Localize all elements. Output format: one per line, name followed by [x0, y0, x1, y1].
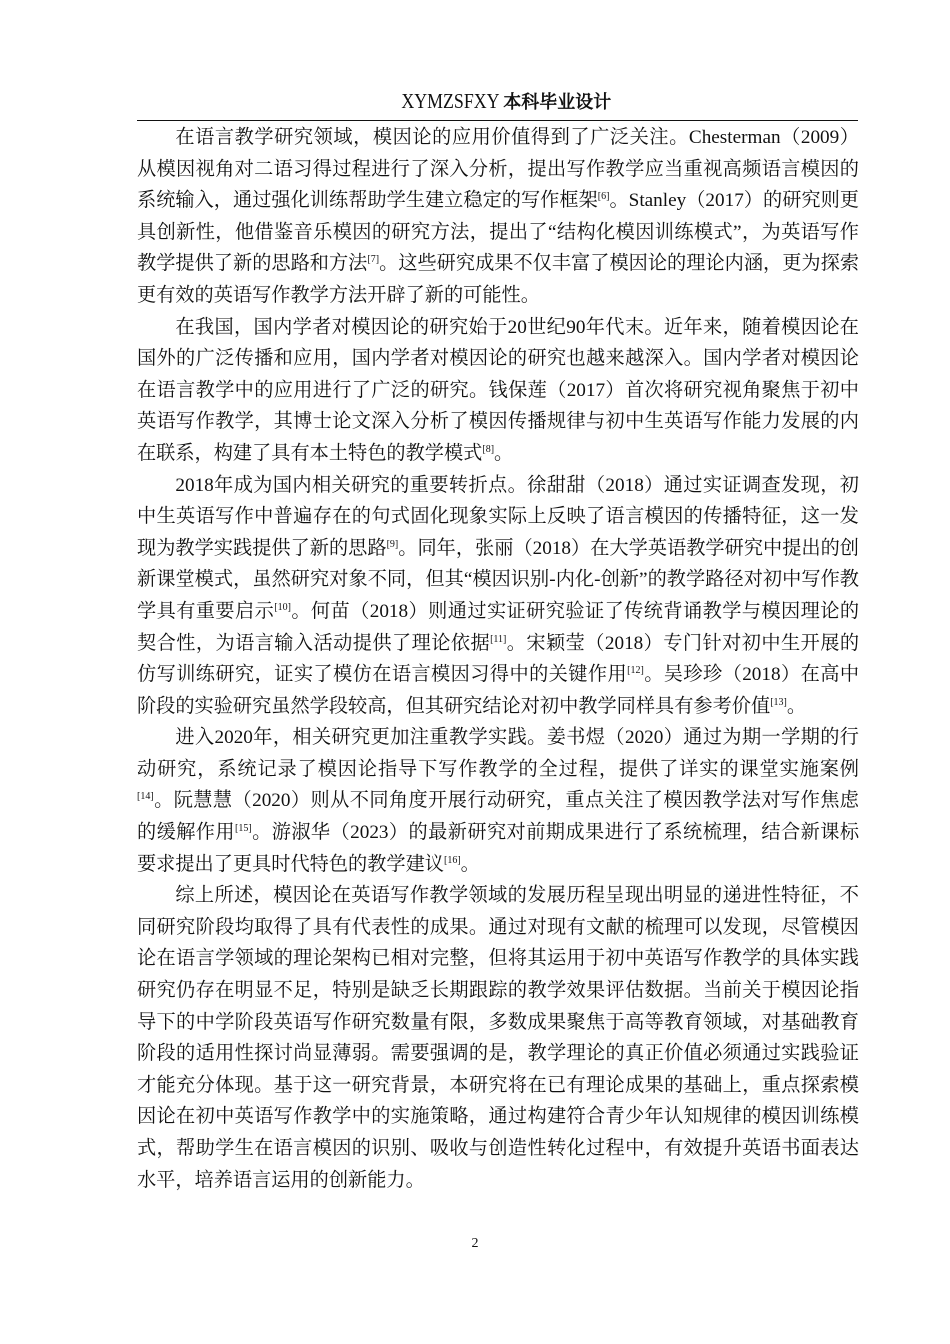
paragraph-2: 在我国，国内学者对模因论的研究始于20世纪90年代末。近年来，随着模因论在国外的广泛传播和应用，国内学者对模因论的研究也越来越深入。国内学者对模因论在语言教学中的应用进行了广泛的研究。钱保莲（2017）首次将研究视角聚焦于初中英语写作教学，其博士论文深入分析了模因传播规律与初中生英语写作能力发展的内在联系，构建了具有本土特色的教学模式[8]。 [137, 316, 859, 464]
citation-marker: [13] [770, 696, 787, 708]
header-school-code: XYMZSFXY [401, 89, 500, 113]
citation-marker: [12] [627, 665, 644, 677]
document-body [137, 122, 859, 1196]
paragraph-3: 2018年成为国内相关研究的重要转折点。徐甜甜（2018）通过实证调查发现，初中生英语写作中普遍存在的句式固化现象实际上反映了语言模因的传播特征，这一发现为教学实践提供了新的思路[9]。同年，张丽（2018）在大学英语教学研究中提出的创新课堂模式，虽然研究对象不同，但其“模因识别-内化-创新”的教学路径对初中写作教学具有重要启示[10]。何苗（2018）则通过实证研究验证了传统背诵教学与模因理论的契合性，为语言输入活动提供了理论依据[11]。宋颖莹（2018）专门针对初中生开展的仿写训练研究，证实了模仿在语言模因习得中的关键作用[12]。吴珍珍（2018）在高中阶段的实验研究虽然学段较高，但其研究结论对初中教学同样具有参考价值[13]。 [137, 474, 860, 717]
citation-marker: [7] [367, 254, 380, 266]
citation-marker: [14] [137, 791, 154, 803]
paragraph-5: 综上所述，模因论在英语写作教学领域的发展历程呈现出明显的递进性特征，不同研究阶段均取得了具有代表性的成果。通过对现有文献的梳理可以发现，尽管模因论在语言学领域的理论架构已相对完整，但将其运用于初中英语写作教学的具体实践研究仍存在明显不足，特别是缺乏长期跟踪的教学效果评估数据。当前关于模因论指导下的中学阶段英语写作研究数量有限，多数成果聚焦于高等教育领域，对基础教育阶段的适用性探讨尚显薄弱。需要强调的是，教学理论的真正价值必须通过实践验证才能充分体现。基于这一研究背景，本研究将在已有理论成果的基础上，重点探索模因论在初中英语写作教学中的实施策略，通过构建符合青少年认知规律的模因训练模式，帮助学生在语言模因的识别、吸收与创造性转化过程中，有效提升英语书面表达水平，培养语言运用的创新能力。 [137, 885, 859, 1191]
page-header [137, 88, 858, 121]
citation-marker: [15] [235, 823, 252, 835]
paragraph-1: 在语言教学研究领域，模因论的应用价值得到了广泛关注。Chesterman（2009）从模因视角对二语习得过程进行了深入分析，提出写作教学应当重视高频语言模因的系统输入，通过强化训练帮助学生建立稳定的写作框架[6]。Stanley（2017）的研究则更具创新性，他借鉴音乐模因的研究方法，提出了“结构化模因训练模式”，为英语写作教学提供了新的思路和方法[7]。这些研究成果不仅丰富了模因论的理论内涵，更为探索更有效的英语写作教学方法开辟了新的可能性。 [137, 127, 860, 306]
citation-marker: [8] [482, 443, 495, 455]
citation-marker: [11] [490, 633, 507, 645]
paragraph-4: 进入2020年，相关研究更加注重教学实践。姜书煜（2020）通过为期一学期的行动研究，系统记录了模因论指导下写作教学的全过程，提供了详实的课堂实施案例[14]。阮慧慧（2020）则从不同角度开展行动研究，重点关注了模因教学法对写作焦虑的缓解作用[15]。游淑华（2023）的最新研究对前期成果进行了系统梳理，结合新课标要求提出了更具时代特色的教学建议[16]。 [137, 727, 860, 875]
page-number: 2 [471, 1236, 479, 1251]
citation-marker: [16] [444, 854, 461, 866]
header-title: 本科毕业设计 [503, 92, 612, 113]
citation-marker: [9] [386, 538, 399, 550]
citation-marker: [6] [597, 191, 610, 203]
citation-marker: [10] [274, 601, 291, 613]
